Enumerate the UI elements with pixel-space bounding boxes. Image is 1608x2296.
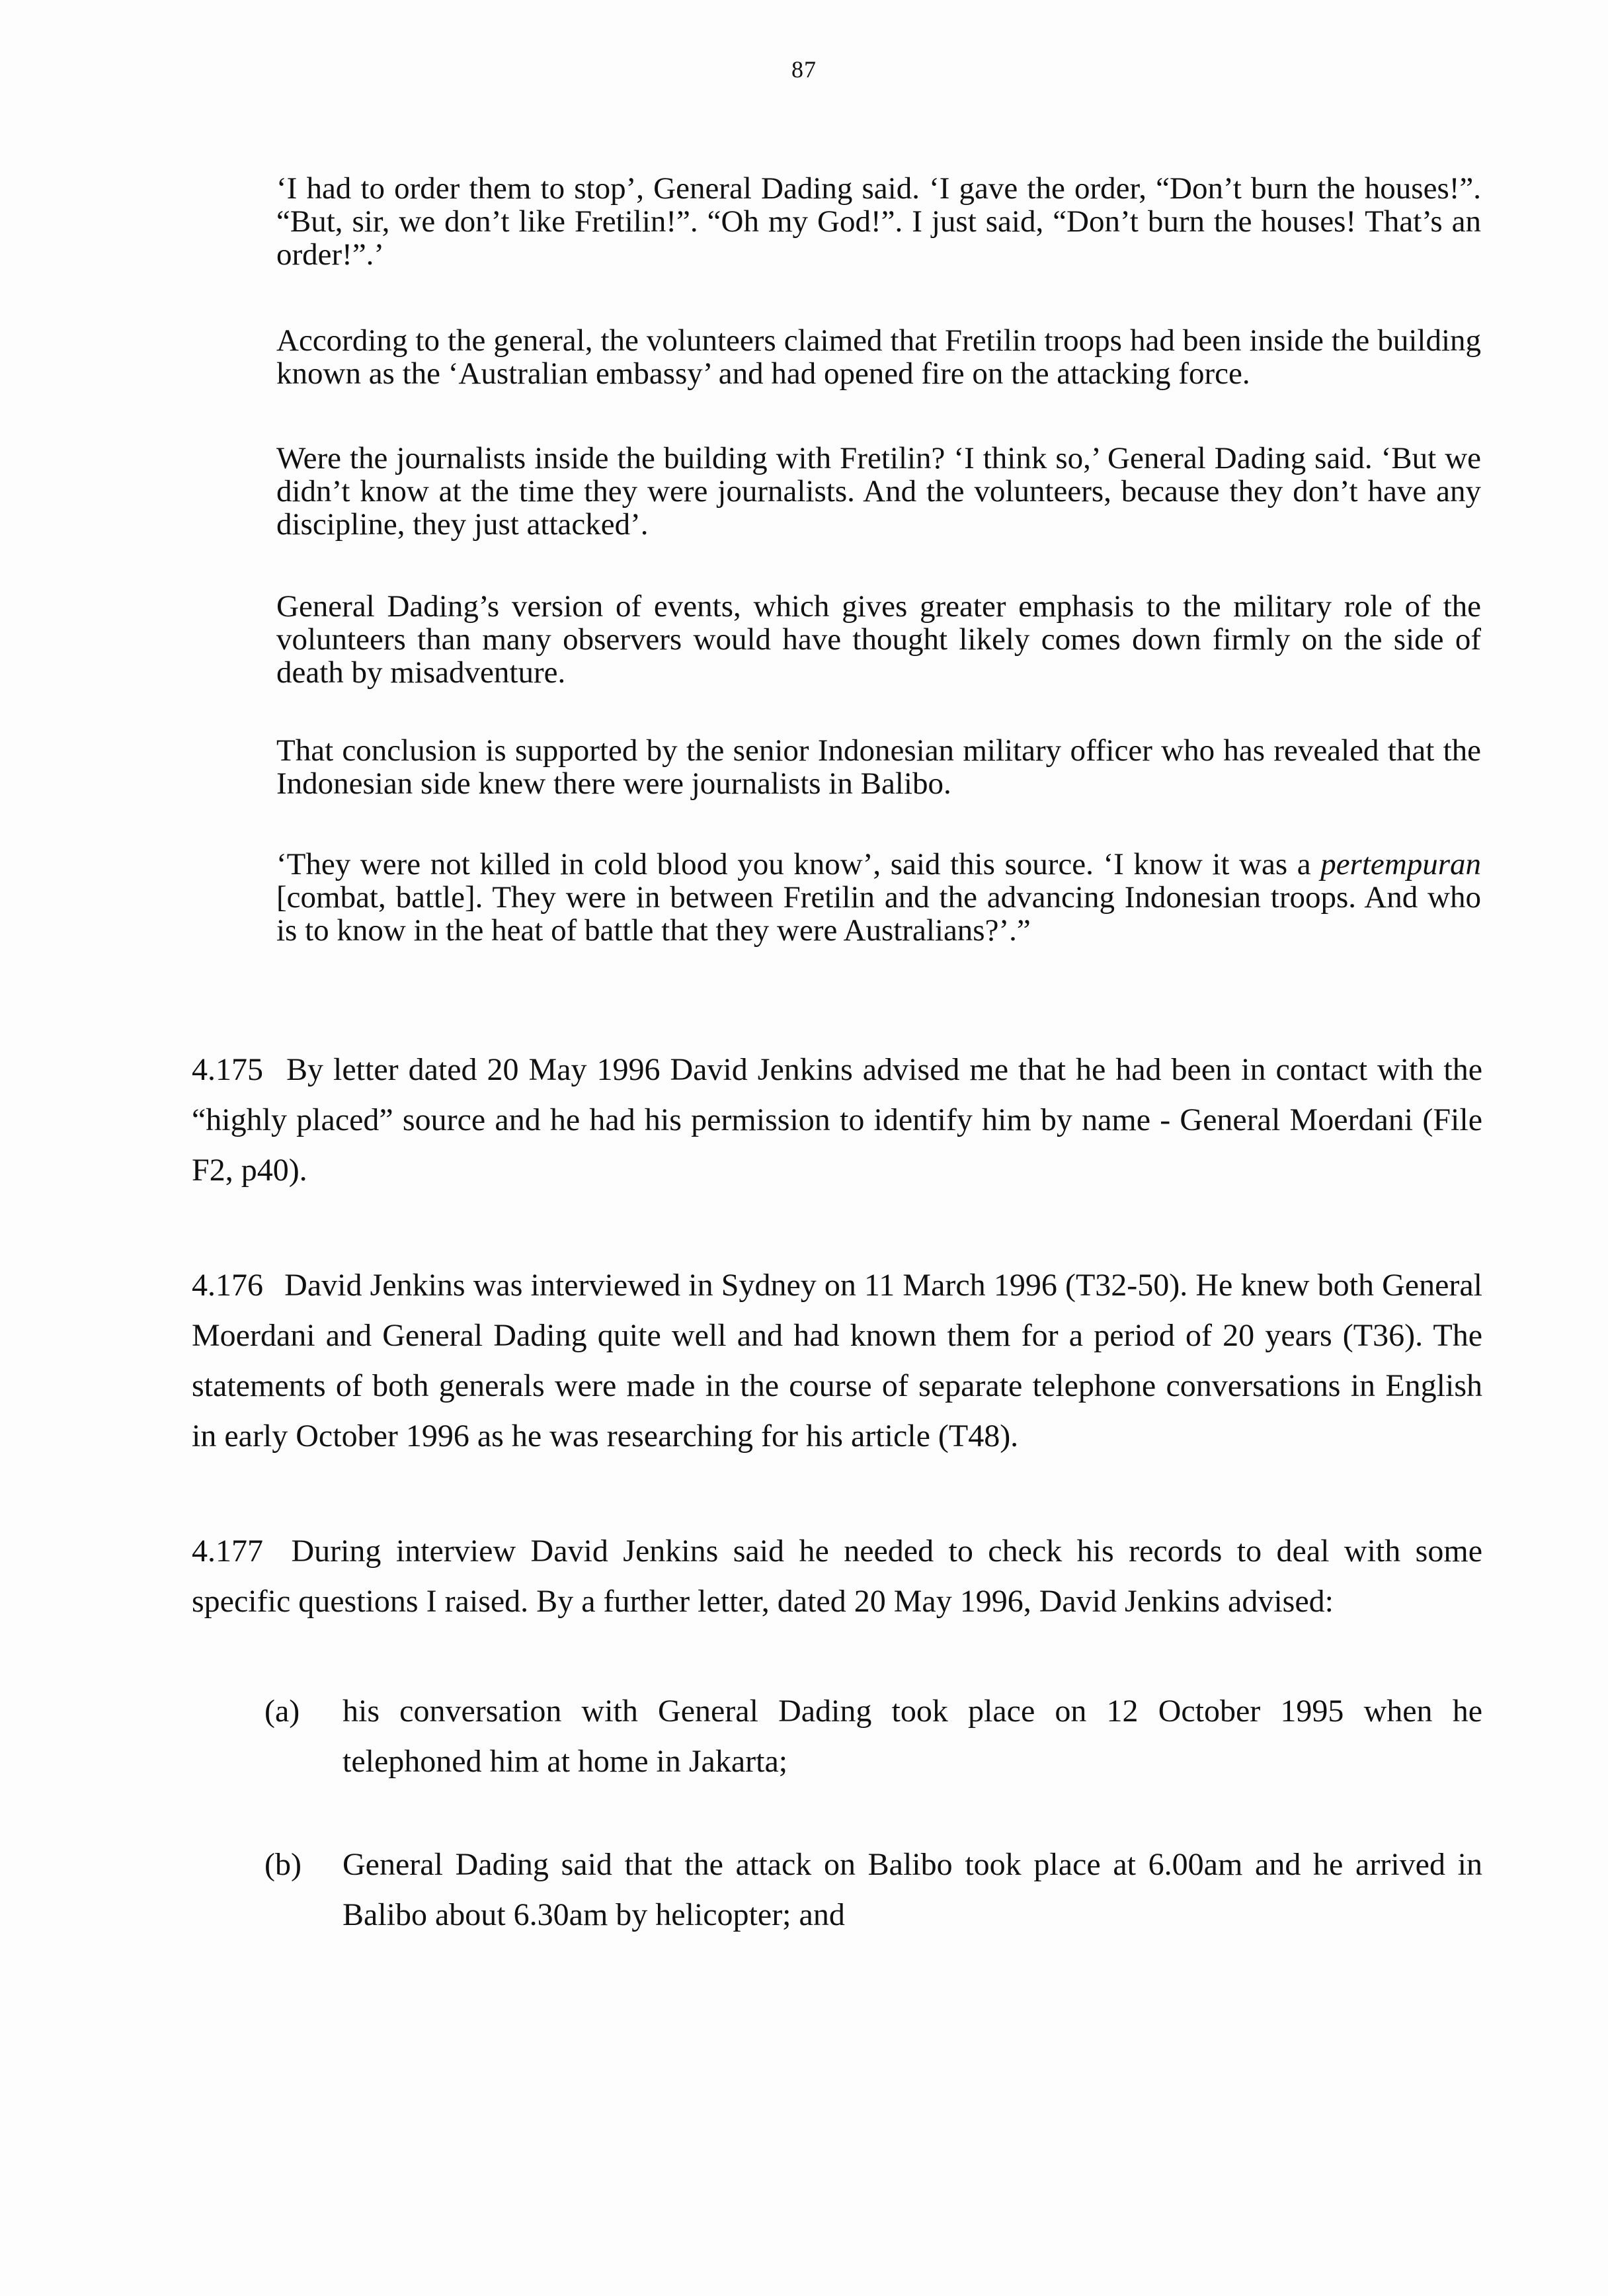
quote-paragraph-3: Were the journalists inside the building with Fretilin? ‘I think so,’ General Dading said. ‘But we didn’t know at the time they were journalists. And the volunteers, because they don’t have any discipline, they just attacked’.	[276, 441, 1481, 542]
paragraph-4-177	[192, 1526, 1482, 1627]
paragraph-text: David Jenkins was interviewed in Sydney on 11 March 1996 (T32-50). He knew both General Moerdani and General Dading quite well and had known them for a period of 20 years (T36). The statements of both generals were made in the course of separate telephone conversations in English in early October 1996 as he was researching for his article (T48).	[192, 1268, 1483, 1454]
paragraph-text: By letter dated 20 May 1996 David Jenkins advised me that he had been in contact with the “highly placed” source and he had his permission to identify him by name - General Moerdani (File F2, p40).	[192, 1052, 1483, 1188]
list-marker: (b)	[264, 1847, 302, 1882]
list-item-text: General Dading said that the attack on Balibo took place at 6.00am and he arrived in Balibo about 6.30am by helicopter; and	[342, 1847, 1482, 1932]
quote-paragraph-6	[276, 848, 1481, 947]
paragraph-4-176	[192, 1260, 1482, 1461]
quote-paragraph-6-start: ‘They were not killed in cold blood you know’, said this source. ‘I know it was a	[276, 847, 1321, 882]
list-item-text: his conversation with General Dading took place on 12 October 1995 when he telephoned him at home in Jakarta;	[342, 1694, 1482, 1779]
quote-paragraph-1: ‘I had to order them to stop’, General Dading said. ‘I gave the order, “Don’t burn the houses!”. “But, sir, we don’t like Fretilin!”. “Oh my God!”. I just said, “Don’t burn the houses! That’s an order!”.’	[276, 171, 1481, 272]
quote-paragraph-6-end: [combat, battle]. They were in between Fretilin and the advancing Indonesian troops. And who is to know in the heat of battle that they were Australians?’.”	[276, 880, 1481, 948]
paragraph-4-175	[192, 1045, 1482, 1196]
quote-paragraph-2: According to the general, the volunteers claimed that Fretilin troops had been inside the building known as the ‘Australian embassy’ and had opened fire on the attacking force.	[276, 323, 1481, 391]
paragraph-number: 4.176	[192, 1268, 263, 1303]
list-item-b	[264, 1840, 1482, 1940]
page-number: 87	[791, 56, 817, 83]
paragraph-number: 4.175	[192, 1052, 263, 1087]
list-marker: (a)	[264, 1694, 300, 1729]
paragraph-number: 4.177	[192, 1534, 263, 1569]
quote-paragraph-4: General Dading’s version of events, which gives greater emphasis to the military role of the volunteers than many observers would have thought likely comes down firmly on the side of death by misadventure.	[276, 589, 1481, 690]
quote-paragraph-5: That conclusion is supported by the senior Indonesian military officer who has revealed that the Indonesian side knew there were journalists in Balibo.	[276, 733, 1481, 801]
paragraph-text: During interview David Jenkins said he needed to check his records to deal with some specific questions I raised. By a further letter, dated 20 May 1996, David Jenkins advised:	[192, 1534, 1483, 1619]
quote-paragraph-6-italic-term: pertempuran	[1320, 847, 1481, 882]
list-item-a	[264, 1686, 1482, 1787]
